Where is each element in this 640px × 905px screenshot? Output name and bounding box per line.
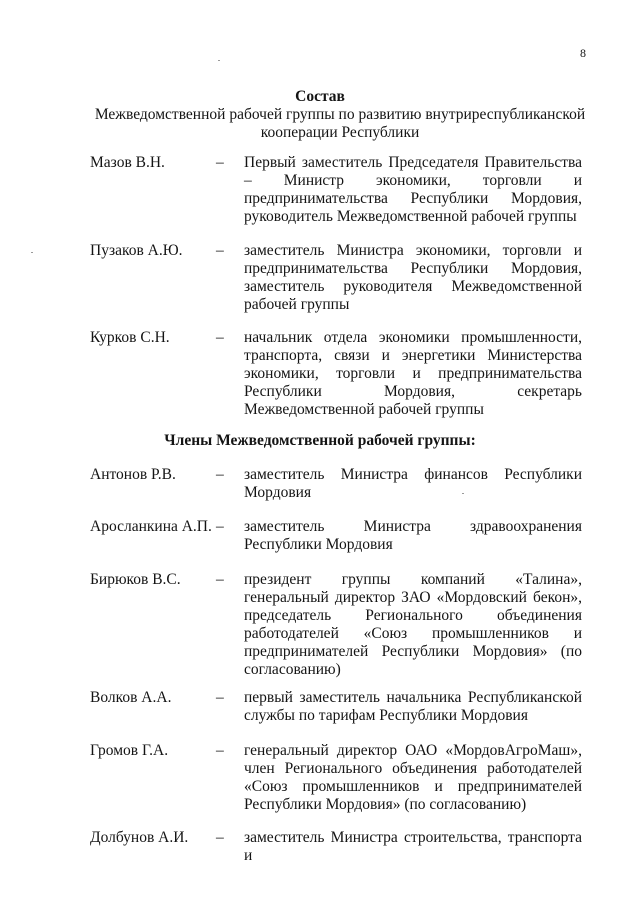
members-heading: Члены Межведомственной рабочей группы: — [164, 432, 476, 449]
document-title: Состав — [295, 88, 345, 105]
member-role: заместитель Министра строительства, транспорта и — [244, 829, 582, 864]
dash-separator: – — [216, 742, 224, 759]
scan-speck — [218, 60, 220, 61]
member-role: первый заместитель начальника Республиканской службы по тарифам Республики Мордовия — [244, 689, 582, 724]
member-name: Антонов Р.В. — [90, 466, 176, 483]
member-name: Громов Г.А. — [90, 742, 169, 759]
member-role: заместитель Министра здравоохранения Республики Мордовия — [244, 518, 582, 553]
dash-separator: – — [216, 829, 224, 846]
dash-separator: – — [216, 689, 224, 706]
dash-separator: – — [216, 154, 224, 171]
member-role: Первый заместитель Председателя Правительства – Министр экономики, торговли и предпринимательства Республики Мордовия, руководитель Межведомственной рабочей группы — [244, 154, 582, 225]
page-number: 8 — [580, 46, 586, 60]
dash-separator: – — [216, 329, 224, 346]
dash-separator: – — [216, 466, 224, 483]
member-role: начальник отдела экономики промышленности, транспорта, связи и энергетики Министерства экономики, торговли и предпринимательства Республики Мордовия, секретарь Межведомственной рабочей группы — [244, 329, 582, 418]
member-role: генеральный директор ОАО «МордовАгроМаш», член Регионального объединения работодателей «Союз промышленников и предпринимателей Республики Мордовия» (по согласованию) — [244, 742, 582, 813]
member-name: Курков С.Н. — [90, 329, 170, 346]
member-name: Мазов В.Н. — [90, 154, 165, 171]
scan-speck — [31, 252, 33, 253]
scan-speck — [462, 493, 464, 494]
member-role: заместитель Министра финансов Республики Мордовия — [244, 466, 582, 501]
member-role: заместитель Министра экономики, торговли и предпринимательства Республики Мордовия, заместитель руководителя Межведомственной рабочей группы — [244, 242, 582, 313]
dash-separator: – — [216, 242, 224, 259]
member-name: Пузаков А.Ю. — [90, 242, 183, 259]
dash-separator: – — [216, 571, 224, 588]
member-name: Аросланкина А.П. — [90, 518, 212, 535]
member-role: президент группы компаний «Талина», генеральный директор ЗАО «Мордовский бекон», председатель Регионального объединения работодателей «Союз промышленников и предпринимателей Республики Мордовия» (по согласованию) — [244, 571, 582, 678]
document-subtitle: Межведомственной рабочей группы по развитию внутриреспубликанской кооперации Республики — [94, 106, 586, 141]
member-name: Долбунов А.И. — [90, 829, 189, 846]
member-name: Волков А.А. — [90, 689, 172, 706]
dash-separator: – — [216, 518, 224, 535]
member-name: Бирюков В.С. — [90, 571, 181, 588]
